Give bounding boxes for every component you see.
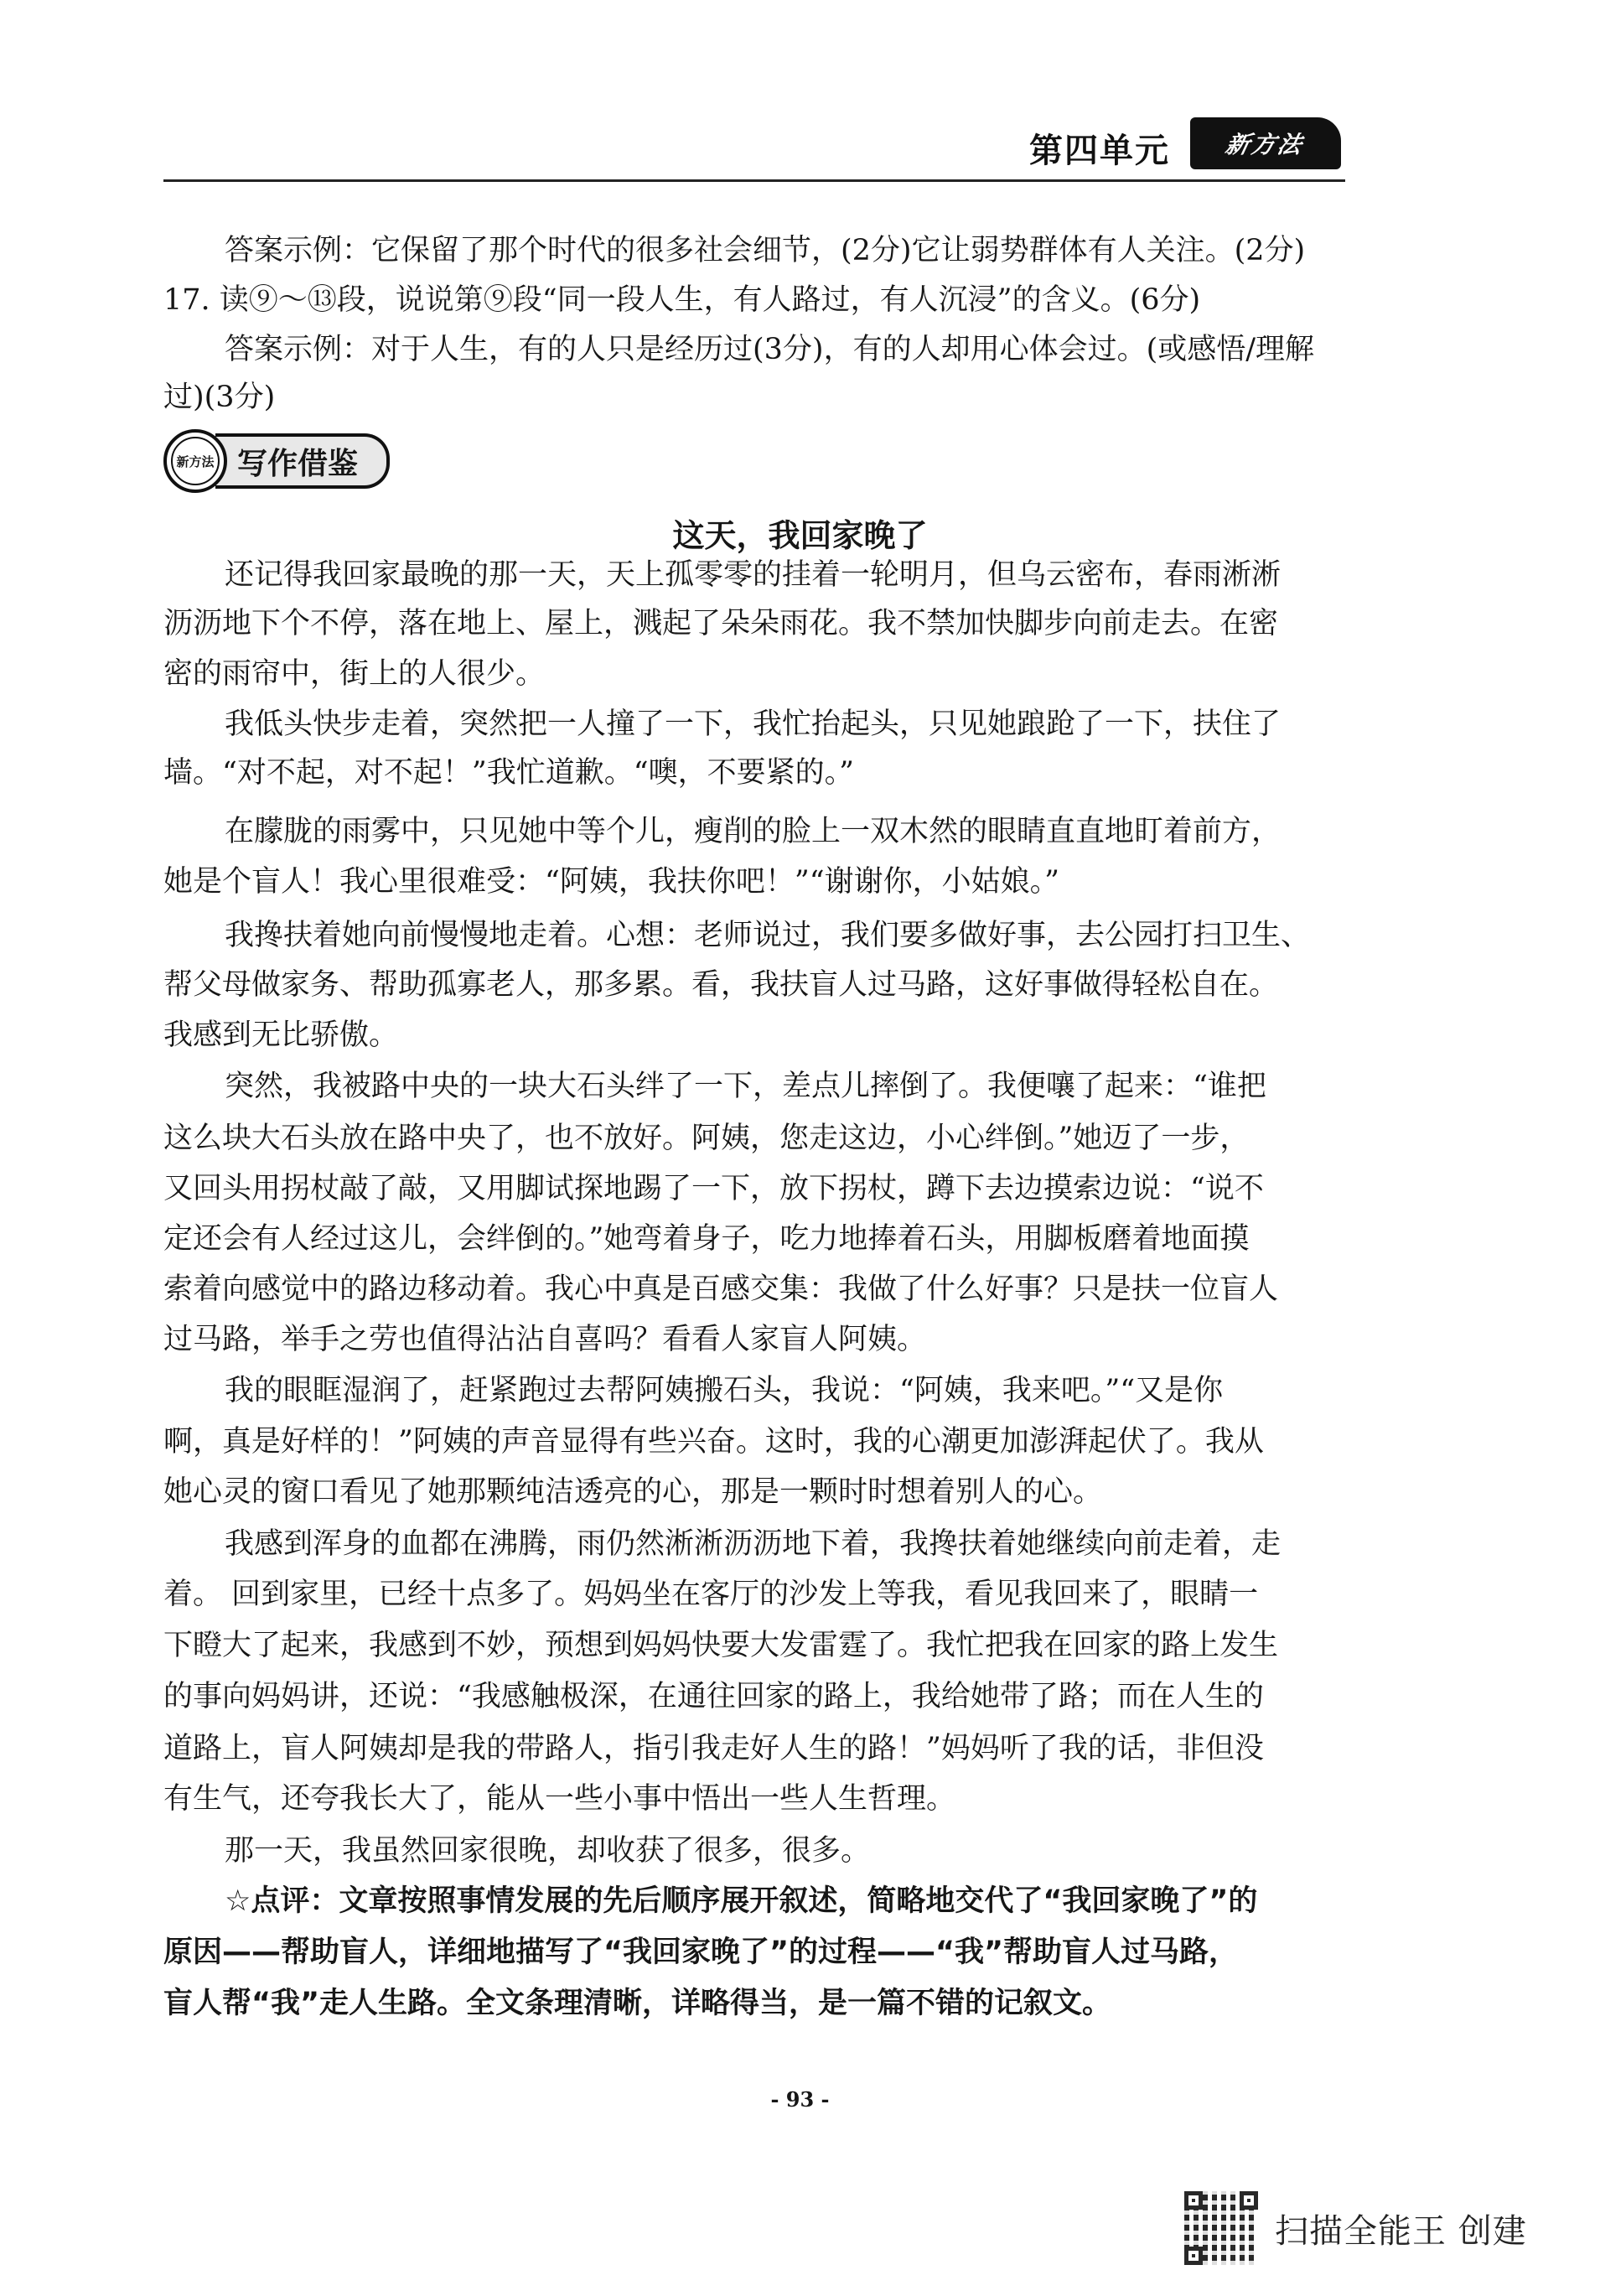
essay-line: 我感到无比骄傲。	[163, 1018, 399, 1052]
essay-line: 索着向感觉中的路边移动着。我心中真是百感交集：我做了什么好事？只是扶一位盲人	[163, 1272, 1279, 1306]
comment-line: ☆点评：文章按照事情发展的先后顺序展开叙述，简略地交代了“我回家晚了”的	[225, 1884, 1258, 1918]
essay-line: 那一天，我虽然回家很晚，却收获了很多，很多。	[225, 1834, 871, 1868]
answer-line: 答案示例：对于人生，有的人只是经历过(3分)，有的人却用心体会过。(或感悟/理解	[225, 333, 1315, 366]
answer-line: 过)(3分)	[163, 381, 276, 414]
qr-code-icon	[1184, 2191, 1258, 2265]
essay-line: 我的眼眶湿润了，赶紧跑过去帮阿姨搬石头，我说：“阿姨，我来吧。”“又是你	[225, 1374, 1224, 1407]
scanner-watermark	[1184, 2190, 1527, 2267]
essay-line: 有生气，还夸我长大了，能从一些小事中悟出一些人生哲理。	[163, 1782, 956, 1816]
essay-line: 在朦胧的雨雾中，只见她中等个儿，瘦削的脸上一双木然的眼睛直直地盯着前方，	[225, 815, 1282, 848]
essay-line: 道路上，盲人阿姨却是我的带路人，指引我走好人生的路！”妈妈听了我的话，非但没	[163, 1732, 1264, 1765]
essay-line: 突然，我被路中央的一块大石头绊了一下，差点儿摔倒了。我便嚷了起来：“谁把	[225, 1070, 1266, 1103]
essay-line: 下瞪大了起来，我感到不妙，预想到妈妈快要大发雷霆了。我忙把我在回家的路上发生	[163, 1629, 1279, 1662]
comment-line: 原因——帮助盲人，详细地描写了“我回家晚了”的过程——“我”帮助盲人过马路，	[163, 1936, 1239, 1969]
section-label: 写作借鉴	[215, 433, 390, 489]
scanner-watermark-text: 扫描全能王 创建	[1275, 2211, 1527, 2251]
essay-line: 的事向妈妈讲，还说：“我感触极深，在通往回家的路上，我给她带了路；而在人生的	[163, 1680, 1264, 1713]
essay-line: 我低头快步走着，突然把一人撞了一下，我忙抬起头，只见她踉跄了一下，扶住了	[225, 707, 1282, 741]
answer-line: 答案示例：它保留了那个时代的很多社会细节，(2分)它让弱势群体有人关注。(2分)	[225, 234, 1306, 267]
section-emblem-text: 新方法	[171, 437, 220, 485]
essay-line: 她心灵的窗口看见了她那颗纯洁透亮的心，那是一颗时时想着别人的心。	[163, 1475, 1103, 1509]
essay-line: 这么块大石头放在路中央了，也不放好。阿姨，您走这边，小心绊倒。”她迈了一步，	[163, 1122, 1250, 1155]
unit-title: 第四单元	[1029, 132, 1170, 170]
page-number: - 93 -	[770, 2087, 830, 2112]
section-emblem-icon	[163, 429, 227, 493]
comment-line: 盲人帮“我”走人生路。全文条理清晰，详略得当，是一篇不错的记叙文。	[163, 1987, 1112, 2020]
essay-line: 着。 回到家里，已经十点多了。妈妈坐在客厅的沙发上等我，看见我回来了，眼睛一	[163, 1578, 1259, 1611]
essay-line: 定还会有人经过这儿，会绊倒的。”她弯着身子，吃力地捧着石头，用脚板磨着地面摸	[163, 1222, 1250, 1256]
essay-line: 墙。“对不起，对不起！”我忙道歉。“噢，不要紧的。”	[163, 756, 855, 790]
header-divider	[163, 179, 1345, 182]
essay-line: 啊，真是好样的！”阿姨的声音显得有些兴奋。这时，我的心潮更加澎湃起伏了。我从	[163, 1425, 1264, 1459]
essay-line: 还记得我回家最晚的那一天，天上孤零零的挂着一轮明月，但乌云密布，春雨淅淅	[225, 558, 1282, 592]
essay-line: 过马路，举手之劳也值得沾沾自喜吗？看看人家盲人阿姨。	[163, 1323, 927, 1356]
question-line: 17. 读⑨～⑬段，说说第⑨段“同一段人生，有人路过，有人沉浸”的含义。(6分)	[163, 283, 1201, 317]
essay-line: 她是个盲人！我心里很难受：“阿姨，我扶你吧！”“谢谢你，小姑娘。”	[163, 865, 1060, 899]
essay-line: 我感到浑身的血都在沸腾，雨仍然淅淅沥沥地下着，我搀扶着她继续向前走着，走	[225, 1527, 1282, 1561]
unit-logo-text: 新方法	[1223, 131, 1307, 158]
unit-logo-badge	[1190, 117, 1341, 169]
essay-line: 沥沥地下个不停，落在地上、屋上，溅起了朵朵雨花。我不禁加快脚步向前走去。在密	[163, 607, 1279, 640]
essay-line: 我搀扶着她向前慢慢地走着。心想：老师说过，我们要多做好事，去公园打扫卫生、	[225, 919, 1311, 952]
section-badge	[163, 428, 390, 495]
essay-line: 帮父母做家务、帮助孤寡老人，那多累。看，我扶盲人过马路，这好事做得轻松自在。	[163, 968, 1279, 1002]
essay-line: 密的雨帘中，街上的人很少。	[163, 657, 546, 691]
essay-line: 又回头用拐杖敲了敲，又用脚试探地踢了一下，放下拐杖，蹲下去边摸索边说：“说不	[163, 1172, 1264, 1205]
essay-title: 这天，我回家晚了	[672, 517, 928, 554]
